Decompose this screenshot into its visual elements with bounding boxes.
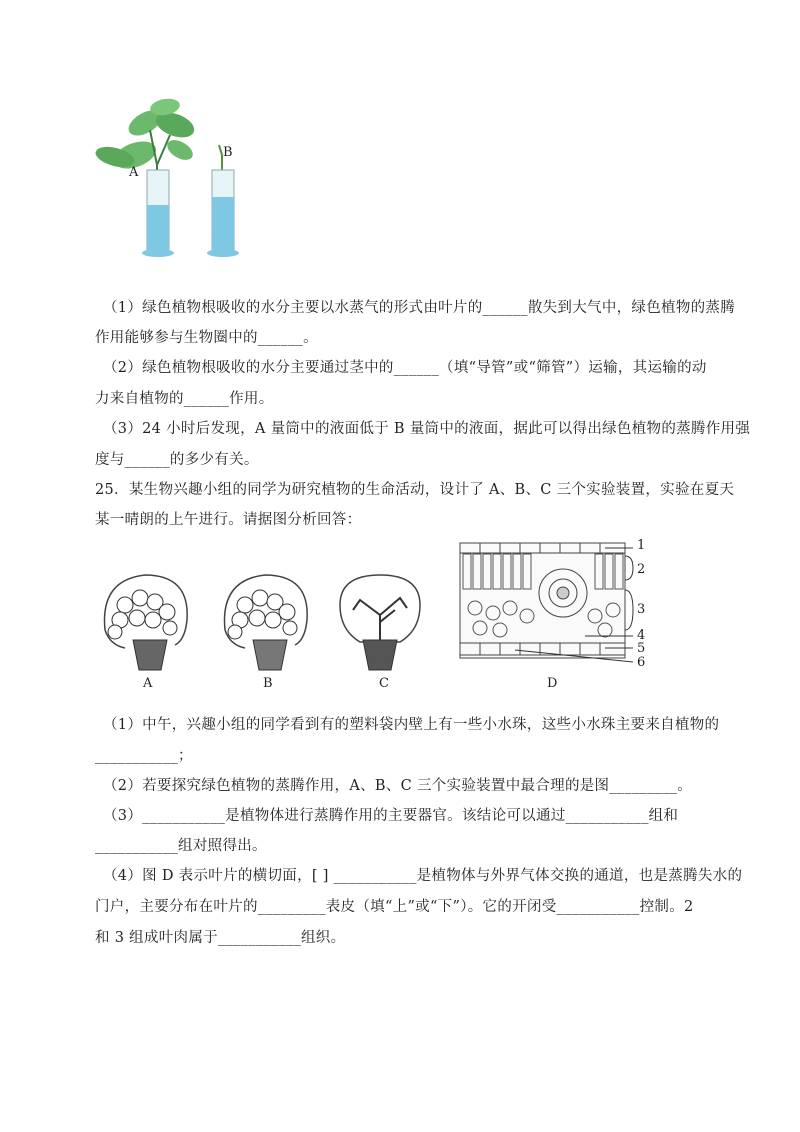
cylinder-b-label: B <box>223 145 233 160</box>
cylinders-illustration <box>95 95 255 270</box>
q24-part2-line1: （2）绿色植物根吸收的水分主要通过茎中的______（填“导管”或“筛管”）运输，其运输的动 <box>103 360 707 376</box>
section-label-3: 3 <box>637 602 646 617</box>
q25-part1-line2: ___________； <box>95 748 193 764</box>
leaf-section-illustration <box>455 538 655 698</box>
q24-part1-line2: 作用能够参与生物圈中的______。 <box>95 330 318 346</box>
q24-part3-line2: 度与______的多少有关。 <box>95 452 259 468</box>
section-label-4: 4 <box>637 628 646 643</box>
section-label-5: 5 <box>637 641 646 656</box>
q25-part4-line1: （4）图 D 表示叶片的横切面，[ ] ___________是植物体与外界气体交换的通道，也是蒸腾失水的 <box>103 868 743 884</box>
q24-part2-line2: 力来自植物的______作用。 <box>95 391 274 407</box>
figure-potted-plants <box>95 560 435 700</box>
q25-part2-line1: （2）若要探究绿色植物的蒸腾作用，A、B、C 三个实验装置中最合理的是图_________。 <box>103 778 693 794</box>
q25-intro-line2: 某一晴朗的上午进行。请据图分析回答： <box>95 512 362 528</box>
section-d-label: D <box>547 676 558 691</box>
cylinder-a-label: A <box>129 165 139 180</box>
setup-c-label: C <box>379 676 389 691</box>
section-label-1: 1 <box>637 538 646 553</box>
setup-b-label: B <box>263 676 273 691</box>
figure-leaf-cross-section <box>455 538 655 698</box>
q25-part1-line1: （1）中午，兴趣小组的同学看到有的塑料袋内壁上有一些小水珠，这些小水珠主要来自植物的 <box>103 717 720 733</box>
q24-part3-line1: （3）24 小时后发现，A 量筒中的液面低于 B 量筒中的液面，据此可以得出绿色植物的蒸腾作用强 <box>103 421 751 437</box>
section-label-6: 6 <box>637 655 646 670</box>
setup-a-label: A <box>143 676 153 691</box>
q25-part4-line3: 和 3 组成叶肉属于___________组织。 <box>95 930 346 946</box>
figure-cylinders <box>95 95 255 270</box>
q25-part4-line2: 门户，主要分布在叶片的_________表皮（填“上”或“下”）。它的开闭受___________控制。2 <box>95 899 694 915</box>
q25-part3-line1: （3）___________是植物体进行蒸腾作用的主要器官。该结论可以通过___________组和 <box>103 808 679 824</box>
q25-intro-line1: 25．某生物兴趣小组的同学为研究植物的生命活动，设计了 A、B、C 三个实验装置，实验在夏天 <box>95 482 735 498</box>
q25-part3-line2: ___________组对照得出。 <box>95 838 267 854</box>
q24-part1-line1: （1）绿色植物根吸收的水分主要以水蒸气的形式由叶片的______散失到大气中，绿色植物的蒸腾 <box>103 300 736 316</box>
section-label-2: 2 <box>637 562 646 577</box>
